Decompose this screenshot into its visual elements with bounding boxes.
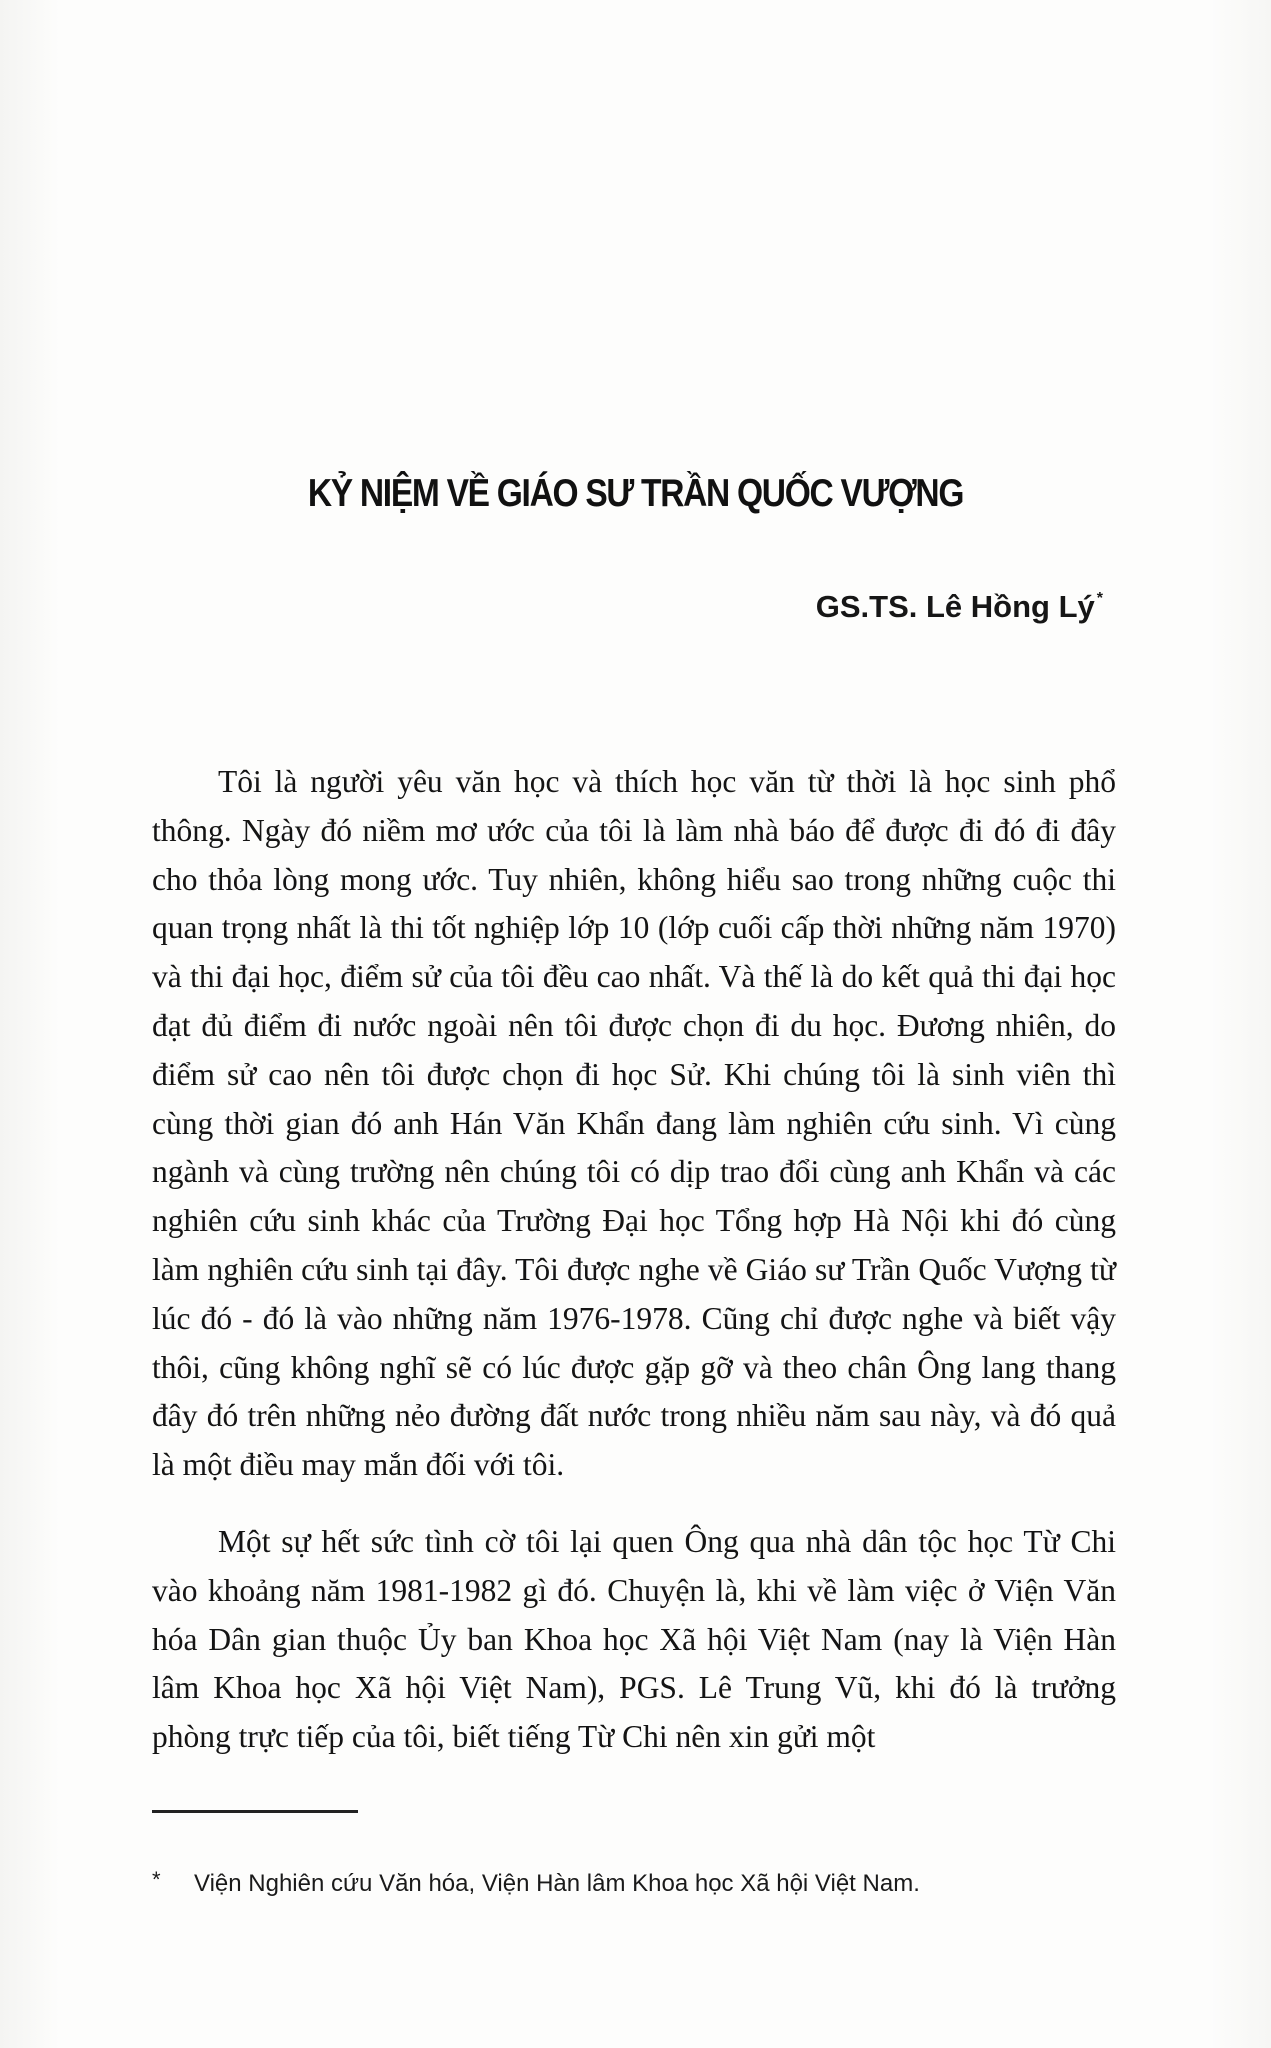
author-name: GS.TS. Lê Hồng Lý [815, 589, 1095, 624]
footnote-text: Viện Nghiên cứu Văn hóa, Viện Hàn lâm Khoa học Xã hội Việt Nam. [194, 1870, 920, 1897]
article-title: KỶ NIỆM VỀ GIÁO SƯ TRẦN QUỐC VƯỢNG [307, 472, 964, 516]
footnote-mark: * [152, 1867, 161, 1892]
author-line [816, 589, 1103, 625]
footnote-divider [152, 1810, 358, 1813]
paragraph-2: Một sự hết sức tình cờ tôi lại quen Ông qua nhà dân tộc học Từ Chi vào khoảng năm 1981-1982 gì đó. Chuyện là, khi về làm việc ở Viện Văn hóa Dân gian thuộc Ủy ban Khoa học Xã hội Việt Nam (nay là Viện Hàn lâm Khoa học Xã hội Việt Nam), PGS. Lê Trung Vũ, khi đó là trưởng phòng trực tiếp của tôi, biết tiếng Từ Chi nên xin gửi một [152, 1523, 1116, 1755]
article-body [152, 758, 1116, 1762]
paragraph-1: Tôi là người yêu văn học và thích học văn từ thời là học sinh phổ thông. Ngày đó niềm mơ ước của tôi là làm nhà báo để được đi đó đi đây cho thỏa lòng mong ước. Tuy nhiên, không hiểu sao trong những cuộc thi quan trọng nhất là thi tốt nghiệp lớp 10 (lớp cuối cấp thời những năm 1970) và thi đại học, điểm sử của tôi đều cao nhất. Và thế là do kết quả thi đại học đạt đủ điểm đi nước ngoài nên tôi được chọn đi du học. Đương nhiên, do điểm sử cao nên tôi được chọn đi học Sử. Khi chúng tôi là sinh viên thì cùng thời gian đó anh Hán Văn Khẩn đang làm nghiên cứu sinh. Vì cùng ngành và cùng trường nên chúng tôi có dịp trao đổi cùng anh Khẩn và các nghiên cứu sinh khác của Trường Đại học Tổng hợp Hà Nội khi đó cùng làm nghiên cứu sinh tại đây. Tôi được nghe về Giáo sư Trần Quốc Vượng từ lúc đó - đó là vào những năm 1976-1978. Cũng chỉ được nghe và biết vậy thôi, cũng không nghĩ sẽ có lúc được gặp gỡ và theo chân Ông lang thang đây đó trên những nẻo đường đất nước trong nhiều năm sau này, và đó quả là một điều may mắn đối với tôi. [152, 764, 1116, 1483]
author-footnote-mark: * [1096, 590, 1103, 607]
footnote [152, 1867, 920, 1898]
